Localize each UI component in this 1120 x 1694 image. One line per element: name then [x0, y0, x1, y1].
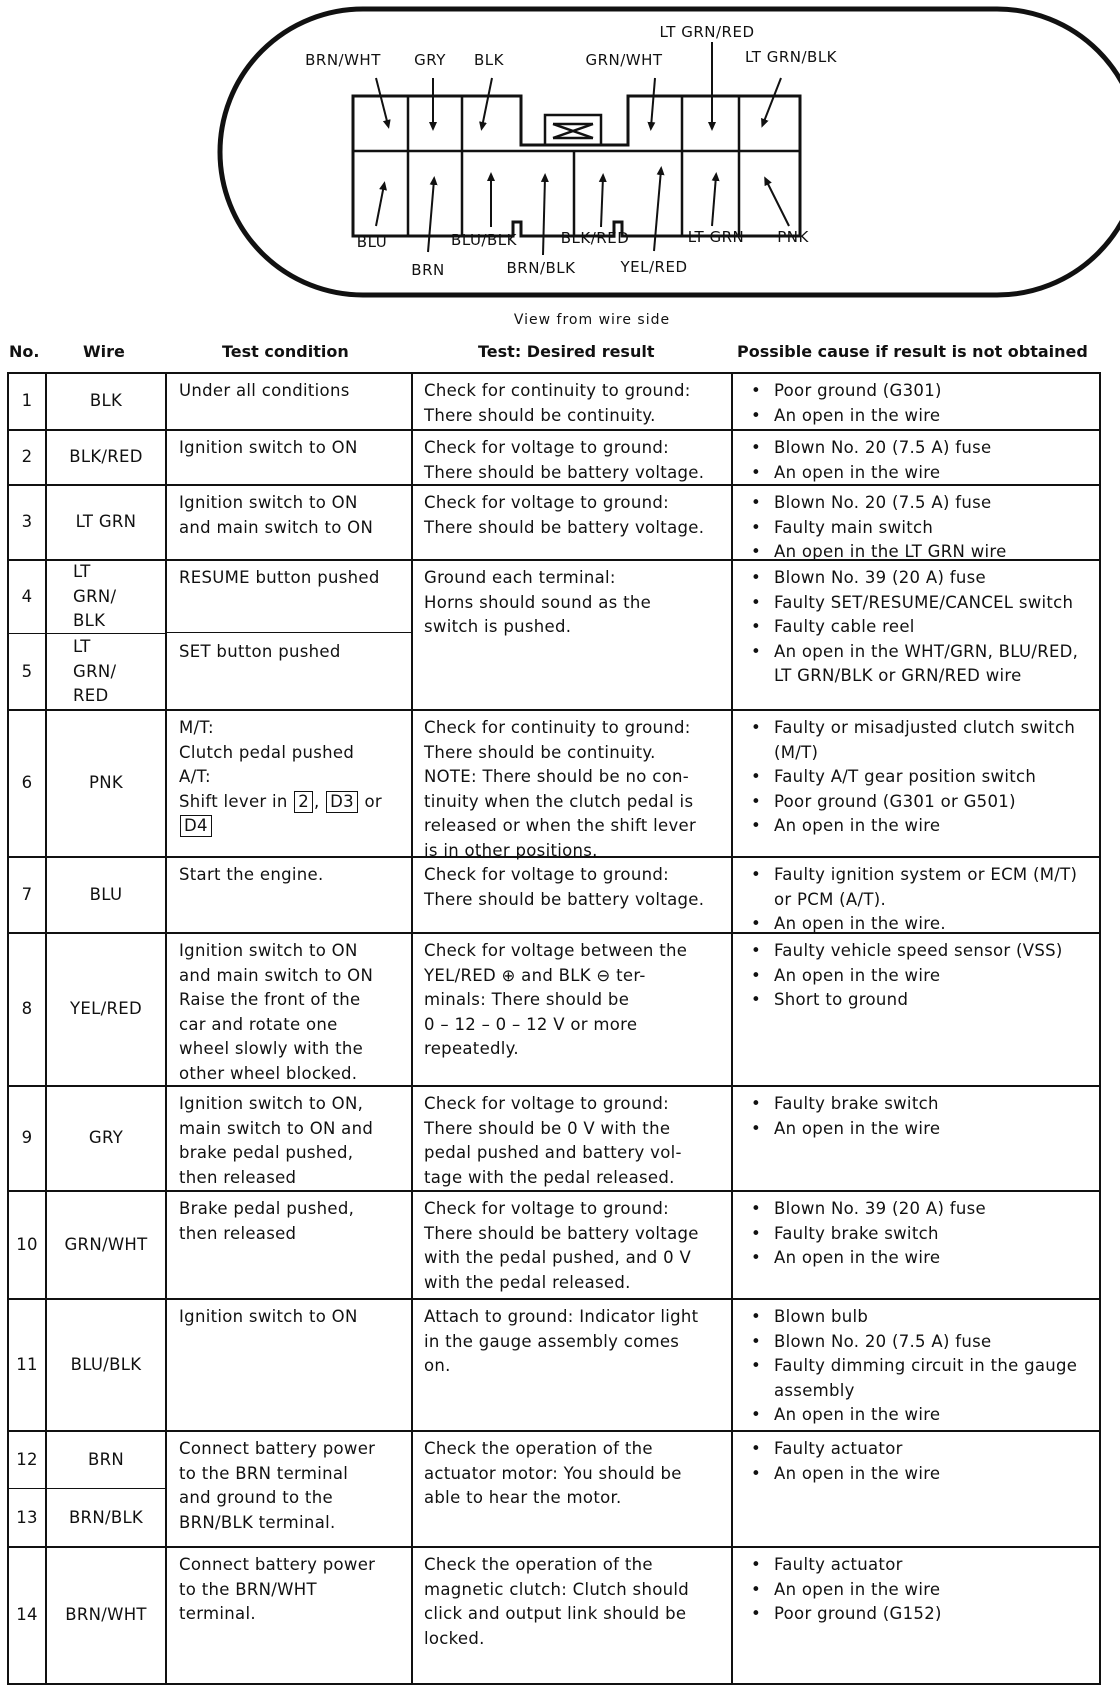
desired-result: Check for continuity to ground: There should be continuity. [413, 374, 733, 429]
test-condition: M/T: Clutch pedal pushed A/T: Shift lever in 2 , D3 or D4 [167, 711, 413, 856]
wire-color: BLK [47, 374, 167, 429]
row-number: 10 [9, 1192, 47, 1298]
possible-causes: • Blown No. 20 (7.5 A) fuse • Faulty main switch • An open in the LT GRN wire [733, 486, 1099, 559]
wire-color: BRN/BLK [68, 1507, 144, 1527]
test-condition: Start the engine. [167, 858, 413, 932]
wire-label-blu-blk: BLU/BLK [451, 231, 517, 249]
wire-label-brn-wht: BRN/WHT [305, 51, 381, 69]
row-number: 4 [9, 561, 45, 634]
header-cause: Possible cause if result is not obtained [737, 342, 1088, 361]
desired-result: Attach to ground: Indicator light in the gauge assembly comes on. [413, 1300, 733, 1430]
row-number: 13 [16, 1507, 38, 1527]
test-condition: RESUME button pushed [167, 561, 411, 633]
test-condition: Ignition switch to ON and main switch to ON [167, 486, 413, 559]
shift-position-d3: D3 [326, 791, 358, 813]
wire-label-pnk: PNK [777, 228, 809, 246]
test-condition: Ignition switch to ON [167, 431, 413, 484]
table-row-8 [9, 934, 1099, 1087]
wire-label-brn: BRN [411, 261, 445, 279]
wire-label-yel-red: YEL/RED [620, 258, 688, 276]
table-row-10 [9, 1192, 1099, 1300]
possible-causes: • Faulty actuator • An open in the wire • Poor ground (G152) [733, 1548, 1099, 1683]
row-number: 3 [9, 486, 47, 559]
row-number: 2 [9, 431, 47, 484]
possible-causes: • Faulty actuator • An open in the wire [733, 1432, 1099, 1546]
row-number: 11 [9, 1300, 47, 1430]
table-row-6 [9, 711, 1099, 858]
desired-result: Check for voltage to ground: There should be battery voltage. [413, 431, 733, 484]
header-wire: Wire [83, 342, 125, 361]
wire-label-lt-grn: LT GRN [687, 228, 745, 246]
table-row-12-13 [9, 1432, 1099, 1548]
wire-color: BLU/BLK [47, 1300, 167, 1430]
row-number: 5 [21, 661, 33, 681]
possible-causes: • Faulty or misadjusted clutch switch (M/T) • Faulty A/T gear position switch • Poor ground (G301 or G501) • An open in the wire [733, 711, 1099, 856]
wire-label-blk: BLK [474, 51, 504, 69]
possible-causes: • Poor ground (G301) • An open in the wire [733, 374, 1099, 429]
row-number: 7 [9, 858, 47, 932]
row-number: 1 [9, 374, 47, 429]
test-condition: Ignition switch to ON [167, 1300, 413, 1430]
wire-label-brn-blk: BRN/BLK [506, 259, 576, 277]
desired-result: Check for voltage to ground: There should be 0 V with the pedal pushed and battery vol- tage with the pedal released. [413, 1087, 733, 1190]
row-number: 6 [9, 711, 47, 856]
possible-causes: • Faulty vehicle speed sensor (VSS) • An open in the wire • Short to ground [733, 934, 1099, 1085]
desired-result: Ground each terminal: Horns should sound as the switch is pushed. [413, 561, 733, 709]
row-number: 12 [9, 1432, 45, 1489]
wire-color: BLU [47, 858, 167, 932]
table-row-14 [9, 1548, 1099, 1683]
table-row-1 [9, 374, 1099, 431]
desired-result: Check the operation of the magnetic clutch: Clutch should click and output link should be locked. [413, 1548, 733, 1683]
wire-color: BRN/WHT [47, 1548, 167, 1683]
row-number: 14 [9, 1548, 47, 1683]
wire-color: GRN/WHT [47, 1192, 167, 1298]
wire-color: BLK/RED [47, 431, 167, 484]
row-number: 8 [9, 934, 47, 1085]
test-condition: Under all conditions [167, 374, 413, 429]
table-header [0, 342, 1120, 366]
wire-label-blk-red: BLK/RED [560, 229, 630, 247]
table-row-3 [9, 486, 1099, 561]
connector-diagram [0, 0, 1120, 320]
desired-result: Check for voltage between the YEL/RED ⊕ and BLK ⊖ ter- minals: There should be 0 – 12 – 0 – 12 V or more repeatedly. [413, 934, 733, 1085]
table-row-7 [9, 858, 1099, 934]
test-condition: Connect battery power to the BRN/WHT terminal. [167, 1548, 413, 1683]
table-row-4-5 [9, 561, 1099, 711]
wire-label-gry: GRY [414, 51, 446, 69]
wire-label-blu: BLU [356, 233, 388, 251]
shift-position-2: 2 [294, 791, 313, 813]
test-condition: Connect battery power to the BRN terminal and ground to the BRN/BLK terminal. [167, 1432, 413, 1546]
possible-causes: • Blown No. 20 (7.5 A) fuse • An open in the wire [733, 431, 1099, 484]
wire-color: PNK [47, 711, 167, 856]
possible-causes: • Blown bulb • Blown No. 20 (7.5 A) fuse • Faulty dimming circuit in the gauge assembly • An open in the wire [733, 1300, 1099, 1430]
connector-body [353, 96, 800, 236]
wire-test-table [7, 372, 1101, 1685]
connector-latch [545, 115, 601, 145]
table-row-11 [9, 1300, 1099, 1432]
test-condition: SET button pushed [179, 642, 341, 661]
wire-label-lt-grn-red: LT GRN/RED [659, 23, 755, 41]
test-condition: Ignition switch to ON, main switch to ON and brake pedal pushed, then released [167, 1087, 413, 1190]
header-condition: Test condition [222, 342, 349, 361]
test-condition: Ignition switch to ON and main switch to ON Raise the front of the car and rotate one wheel slowly with the other wheel blocked. [167, 934, 413, 1085]
desired-result: Check for voltage to ground: There should be battery voltage. [413, 858, 733, 932]
header-no: No. [9, 342, 40, 361]
possible-causes: • Faulty ignition system or ECM (M/T) or PCM (A/T). • An open in the wire. [733, 858, 1099, 932]
wire-color: LT GRN/ RED [73, 637, 117, 706]
wire-color: GRY [47, 1087, 167, 1190]
wire-color: YEL/RED [47, 934, 167, 1085]
connector-cavities [353, 96, 800, 236]
possible-causes: • Blown No. 39 (20 A) fuse • Faulty SET/RESUME/CANCEL switch • Faulty cable reel • An open in the WHT/GRN, BLU/RED, LT GRN/BLK or GRN/RED wire [733, 561, 1099, 709]
view-caption: View from wire side [513, 312, 671, 328]
shift-position-d4: D4 [180, 815, 212, 837]
test-condition: Brake pedal pushed, then released [167, 1192, 413, 1298]
possible-causes: • Faulty brake switch • An open in the wire [733, 1087, 1099, 1190]
table-row-2 [9, 431, 1099, 486]
desired-result: Check for voltage to ground: There should be battery voltage with the pedal pushed, and 0 V with the pedal released. [413, 1192, 733, 1298]
possible-causes: • Blown No. 39 (20 A) fuse • Faulty brake switch • An open in the wire [733, 1192, 1099, 1298]
wire-color: LT GRN/ BLK [47, 561, 165, 634]
wire-color: BRN [47, 1432, 165, 1489]
wire-label-lt-grn-blk: LT GRN/BLK [744, 48, 838, 66]
table-row-9 [9, 1087, 1099, 1192]
wire-label-grn-wht: GRN/WHT [585, 51, 663, 69]
desired-result: Check the operation of the actuator motor: You should be able to hear the motor. [413, 1432, 733, 1546]
wire-color: LT GRN [47, 486, 167, 559]
desired-result: Check for voltage to ground: There should be battery voltage. [413, 486, 733, 559]
row-number: 9 [9, 1087, 47, 1190]
header-result: Test: Desired result [478, 342, 655, 361]
desired-result: Check for continuity to ground: There should be continuity. NOTE: There should be no con- tinuity when the clutch pedal is released or when the shift lever is in other positions. [413, 711, 733, 856]
